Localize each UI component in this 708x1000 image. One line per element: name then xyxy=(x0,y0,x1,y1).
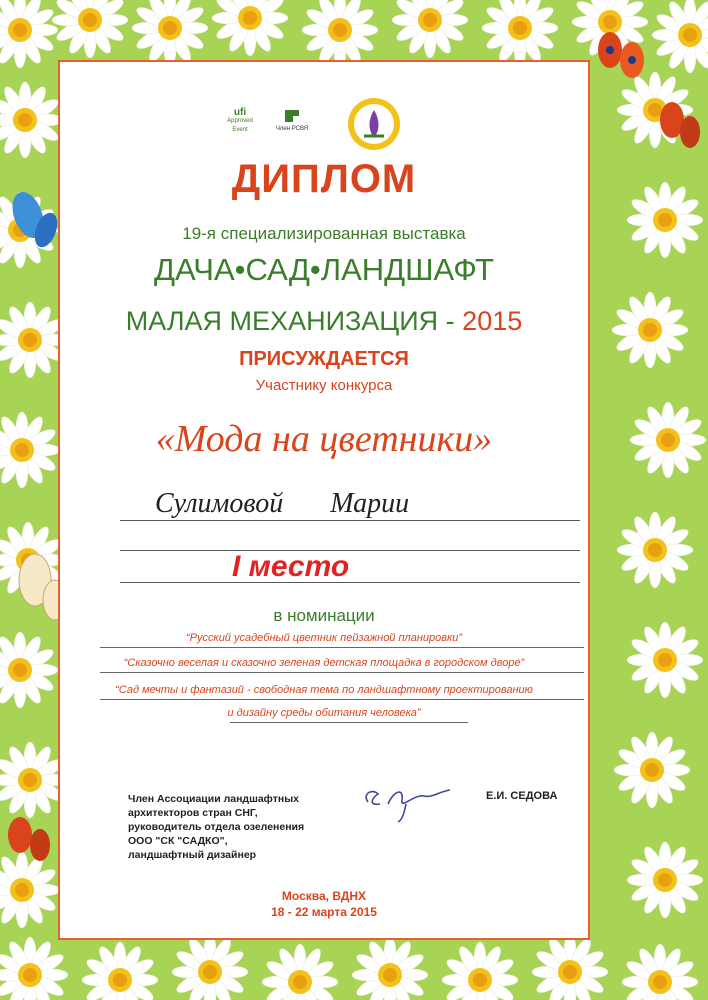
nomination-caption: в номинации xyxy=(273,606,375,625)
signatory-title-line: архитекторов стран СНГ, xyxy=(128,807,258,819)
signatory-title xyxy=(128,792,304,862)
diploma-sheet xyxy=(58,60,590,940)
exhibition-year: 2015 xyxy=(462,306,523,336)
nomination-line xyxy=(100,647,584,648)
nomination-line xyxy=(230,722,468,723)
exhibition-seal-icon xyxy=(346,96,402,152)
signatory-name: Е.И. СЕДОВА xyxy=(486,790,558,802)
nomination-item: “Сказочно веселая и сказочно зеленая детская площадка в городском дворе” xyxy=(123,657,525,669)
nomination-item: и дизайну среды обитания человека” xyxy=(227,707,421,719)
signatory-title-line: руководитель отдела озеленения xyxy=(128,821,305,833)
place-line xyxy=(120,582,580,583)
event-city: Москва, ВДНХ xyxy=(281,889,367,903)
nomination-item: “Сад мечты и фантазий - свободная тема по ландшафтному проектированию xyxy=(115,684,533,696)
rsvv-logo xyxy=(272,108,312,132)
handwritten-signature xyxy=(358,774,468,824)
nomination-line xyxy=(100,672,584,673)
contest-name: «Мода на цветники» xyxy=(155,418,493,460)
place-handwritten: I место xyxy=(232,550,350,583)
exhibition-subtitle-text: МАЛАЯ МЕХАНИЗАЦИЯ - xyxy=(125,306,463,336)
rsvv-logo-icon xyxy=(283,108,301,124)
awarded-heading: ПРИСУЖДАЕТСЯ xyxy=(239,348,409,370)
exhibition-caption: 19-я специализированная выставка xyxy=(182,224,466,243)
event-location xyxy=(60,888,588,920)
recipient-name: Сулимовой Марии xyxy=(155,488,410,519)
ufi-logo-text: ufi xyxy=(233,107,247,118)
ufi-logo-caption: Approved Event xyxy=(227,118,253,133)
diploma-title: ДИПЛОМ xyxy=(231,157,417,201)
signatory-title-line: ландшафтный дизайнер xyxy=(128,849,257,861)
nomination-item: “Русский усадебный цветник пейзажной планировки” xyxy=(186,632,462,644)
blank-line xyxy=(120,550,580,551)
signatory-title-line: Член Ассоциации ландшафтных xyxy=(128,793,300,805)
ufi-logo xyxy=(220,108,260,135)
nomination-line xyxy=(100,699,584,700)
name-line xyxy=(120,520,580,521)
sponsor-logos xyxy=(220,96,440,156)
event-dates: 18 - 22 марта 2015 xyxy=(271,905,377,919)
rsvv-logo-caption: Член РСВЯ xyxy=(275,126,309,132)
signatory-title-line: ООО "СК "САДКО", xyxy=(128,835,228,847)
exhibition-name: ДАЧА•САД•ЛАНДШАФТ xyxy=(154,252,494,287)
participant-caption: Участнику конкурса xyxy=(255,377,393,394)
exhibition-subtitle xyxy=(60,306,588,337)
